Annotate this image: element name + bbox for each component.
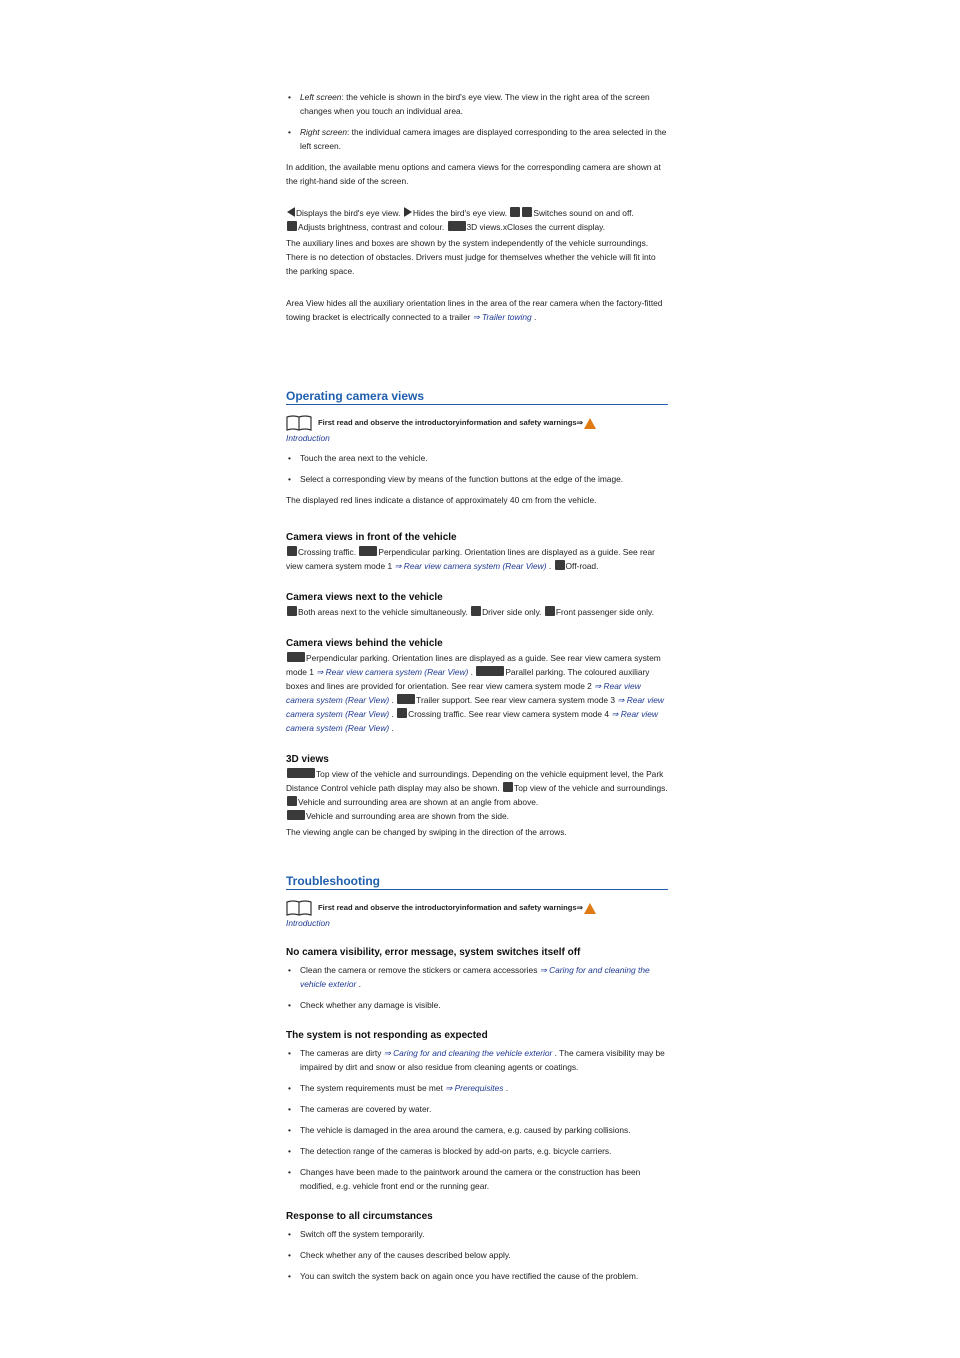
introduction-link[interactable]: Introduction	[286, 918, 330, 928]
angle-view-icon	[287, 796, 297, 806]
subheading: Camera views in front of the vehicle	[286, 532, 457, 543]
list-item: • The detection range of the cameras is blocked by add-on parts, e.g. bicycle carriers.	[286, 1144, 668, 1158]
list-item: • Check whether any of the causes described below apply.	[286, 1248, 668, 1262]
paragraph: Crossing traffic. Perpendicular parking. Orientation lines are displayed as a guide. See rear view camera system mode 1 ⇒ Rear view camera system (Rear View) . Off-road.	[286, 547, 655, 571]
rear-view-link[interactable]: ⇒ Rear view camera system (Rear View)	[394, 561, 547, 571]
sound-icon	[510, 207, 520, 217]
trailer-support-icon	[397, 694, 415, 704]
subheading: No camera visibility, error message, system switches itself off	[286, 947, 581, 958]
subheading: 3D views	[286, 754, 329, 765]
subheading: Camera views behind the vehicle	[286, 638, 443, 649]
list-item: • The cameras are covered by water.	[286, 1102, 668, 1116]
safety-note: First read and observe the introductoryinformation and safety warnings⇒ Introduction	[286, 900, 668, 930]
paragraph: Both areas next to the vehicle simultaneously. Driver side only. Front passenger side only.	[286, 605, 668, 619]
list-item: • Check whether any damage is visible.	[286, 998, 668, 1012]
book-icon	[286, 900, 312, 916]
safety-note: First read and observe the introductoryinformation and safety warnings⇒ Introduction	[286, 415, 668, 445]
trailer-towing-link[interactable]: ⇒ Trailer towing	[472, 312, 532, 322]
icon-legend: Displays the bird's eye view. Hides the bird's eye view. Switches sound on and off. Adjusts brightness, contrast and colour. 3D views.xCloses the current display.	[286, 206, 668, 234]
side-view-icon	[287, 810, 305, 820]
introduction-link[interactable]: Introduction	[286, 433, 330, 443]
birds-eye-hide-icon	[404, 207, 412, 217]
caring-link[interactable]: ⇒ Caring for and cleaning the vehicle exterior	[300, 965, 650, 989]
paragraph: The viewing angle can be changed by swiping in the direction of the arrows.	[286, 827, 567, 837]
subheading: Camera views next to the vehicle	[286, 592, 443, 603]
list-item: • Select a corresponding view by means of the function buttons at the edge of the image.	[286, 472, 668, 486]
warning-icon	[584, 903, 596, 914]
list-item: • You can switch the system back on again once you have rectified the cause of the problem.	[286, 1269, 668, 1283]
birds-eye-show-icon	[287, 207, 295, 217]
list-item: • Left screen: the vehicle is shown in the bird's eye view. The view in the right area of the screen changes when you touch an individual area.	[286, 90, 668, 118]
paragraph: In addition, the available menu options and camera views for the corresponding camera are shown at the right-hand side of the screen.	[286, 162, 661, 186]
prerequisites-link[interactable]: ⇒ Prerequisites	[445, 1083, 504, 1093]
section-heading: Operating camera views	[286, 388, 668, 405]
3d-view-icon	[448, 221, 466, 231]
parallel-parking-icon	[476, 666, 504, 676]
paragraph: The displayed red lines indicate a distance of approximately 40 cm from the vehicle.	[286, 495, 597, 505]
list-item: • Changes have been made to the paintwork around the camera or the construction has been modified, e.g. vehicle front end or the running gear.	[286, 1165, 668, 1193]
top-view-icon	[287, 768, 315, 778]
rear-view-link[interactable]: ⇒ Rear view camera system (Rear View)	[316, 667, 469, 677]
paragraph: The auxiliary lines and boxes are shown by the system independently of the vehicle surroundings. There is no detection of obstacles. Drivers must judge for themselves whether the vehicle will fit into the parking space.	[286, 238, 656, 276]
list-item: • The vehicle is damaged in the area around the camera, e.g. caused by parking collisions.	[286, 1123, 668, 1137]
rear-view-link[interactable]: ⇒ Rear view camera system (Rear View)	[286, 695, 664, 719]
driver-side-icon	[471, 606, 481, 616]
list-item: • Touch the area next to the vehicle.	[286, 451, 668, 465]
perpendicular-parking-icon	[287, 652, 305, 662]
paragraph: Area View hides all the auxiliary orientation lines in the area of the rear camera when the factory-fitted towing bracket is electrically connected to a trailer ⇒ Trailer towing .	[286, 298, 663, 322]
off-road-icon	[555, 560, 565, 570]
list-item: • Switch off the system temporarily.	[286, 1227, 668, 1241]
paragraph: Perpendicular parking. Orientation lines are displayed as a guide. See rear view camera system mode 1 ⇒ Rear view camera system (Rear View) . Parallel parking. The coloured auxiliary boxes and lines are provided for orientation. See rear view camera system mode 2 ⇒ Rear view camera system (Rear View) . Trailer support. See rear view camera system mode 3 ⇒ Rear view camera system (Rear View) . Crossing traffic. See rear view camera system mode 4 ⇒ Rear view camera system (Rear View) .	[286, 653, 664, 733]
warning-icon	[584, 418, 596, 429]
crossing-traffic-icon	[397, 708, 407, 718]
book-icon	[286, 415, 312, 431]
list-item: • The cameras are dirty ⇒ Caring for and cleaning the vehicle exterior . The camera visibility may be impaired by dirt and snow or also residue from cleaning agents or coatings.	[286, 1046, 668, 1074]
passenger-side-icon	[545, 606, 555, 616]
caring-link[interactable]: ⇒ Caring for and cleaning the vehicle exterior	[383, 1048, 553, 1058]
subheading: The system is not responding as expected	[286, 1030, 488, 1041]
list-item: • The system requirements must be met ⇒ Prerequisites .	[286, 1081, 668, 1095]
brightness-icon	[287, 221, 297, 231]
rear-view-link[interactable]: ⇒ Rear view camera system (Rear View)	[286, 681, 641, 705]
top-view-vehicle-icon	[503, 782, 513, 792]
list-item: • Right screen: the individual camera images are displayed corresponding to the area selected in the left screen.	[286, 125, 668, 153]
subheading: Response to all circumstances	[286, 1211, 433, 1222]
perpendicular-parking-icon	[359, 546, 377, 556]
list-item: • Clean the camera or remove the stickers or camera accessories ⇒ Caring for and cleaning the vehicle exterior .	[286, 963, 668, 991]
rear-view-link[interactable]: ⇒ Rear view camera system (Rear View)	[286, 709, 658, 733]
paragraph: Top view of the vehicle and surroundings. Depending on the vehicle equipment level, the Park Distance Control vehicle path display may also be shown. Top view of the vehicle and surroundings. Vehicle and surrounding area are shown at an angle from above. Vehicle and surrounding area are shown from the side.	[286, 769, 668, 821]
page-content	[286, 90, 668, 1290]
sound-icon	[522, 207, 532, 217]
both-sides-icon	[287, 606, 297, 616]
crossing-traffic-icon	[287, 546, 297, 556]
section-heading: Troubleshooting	[286, 873, 668, 890]
